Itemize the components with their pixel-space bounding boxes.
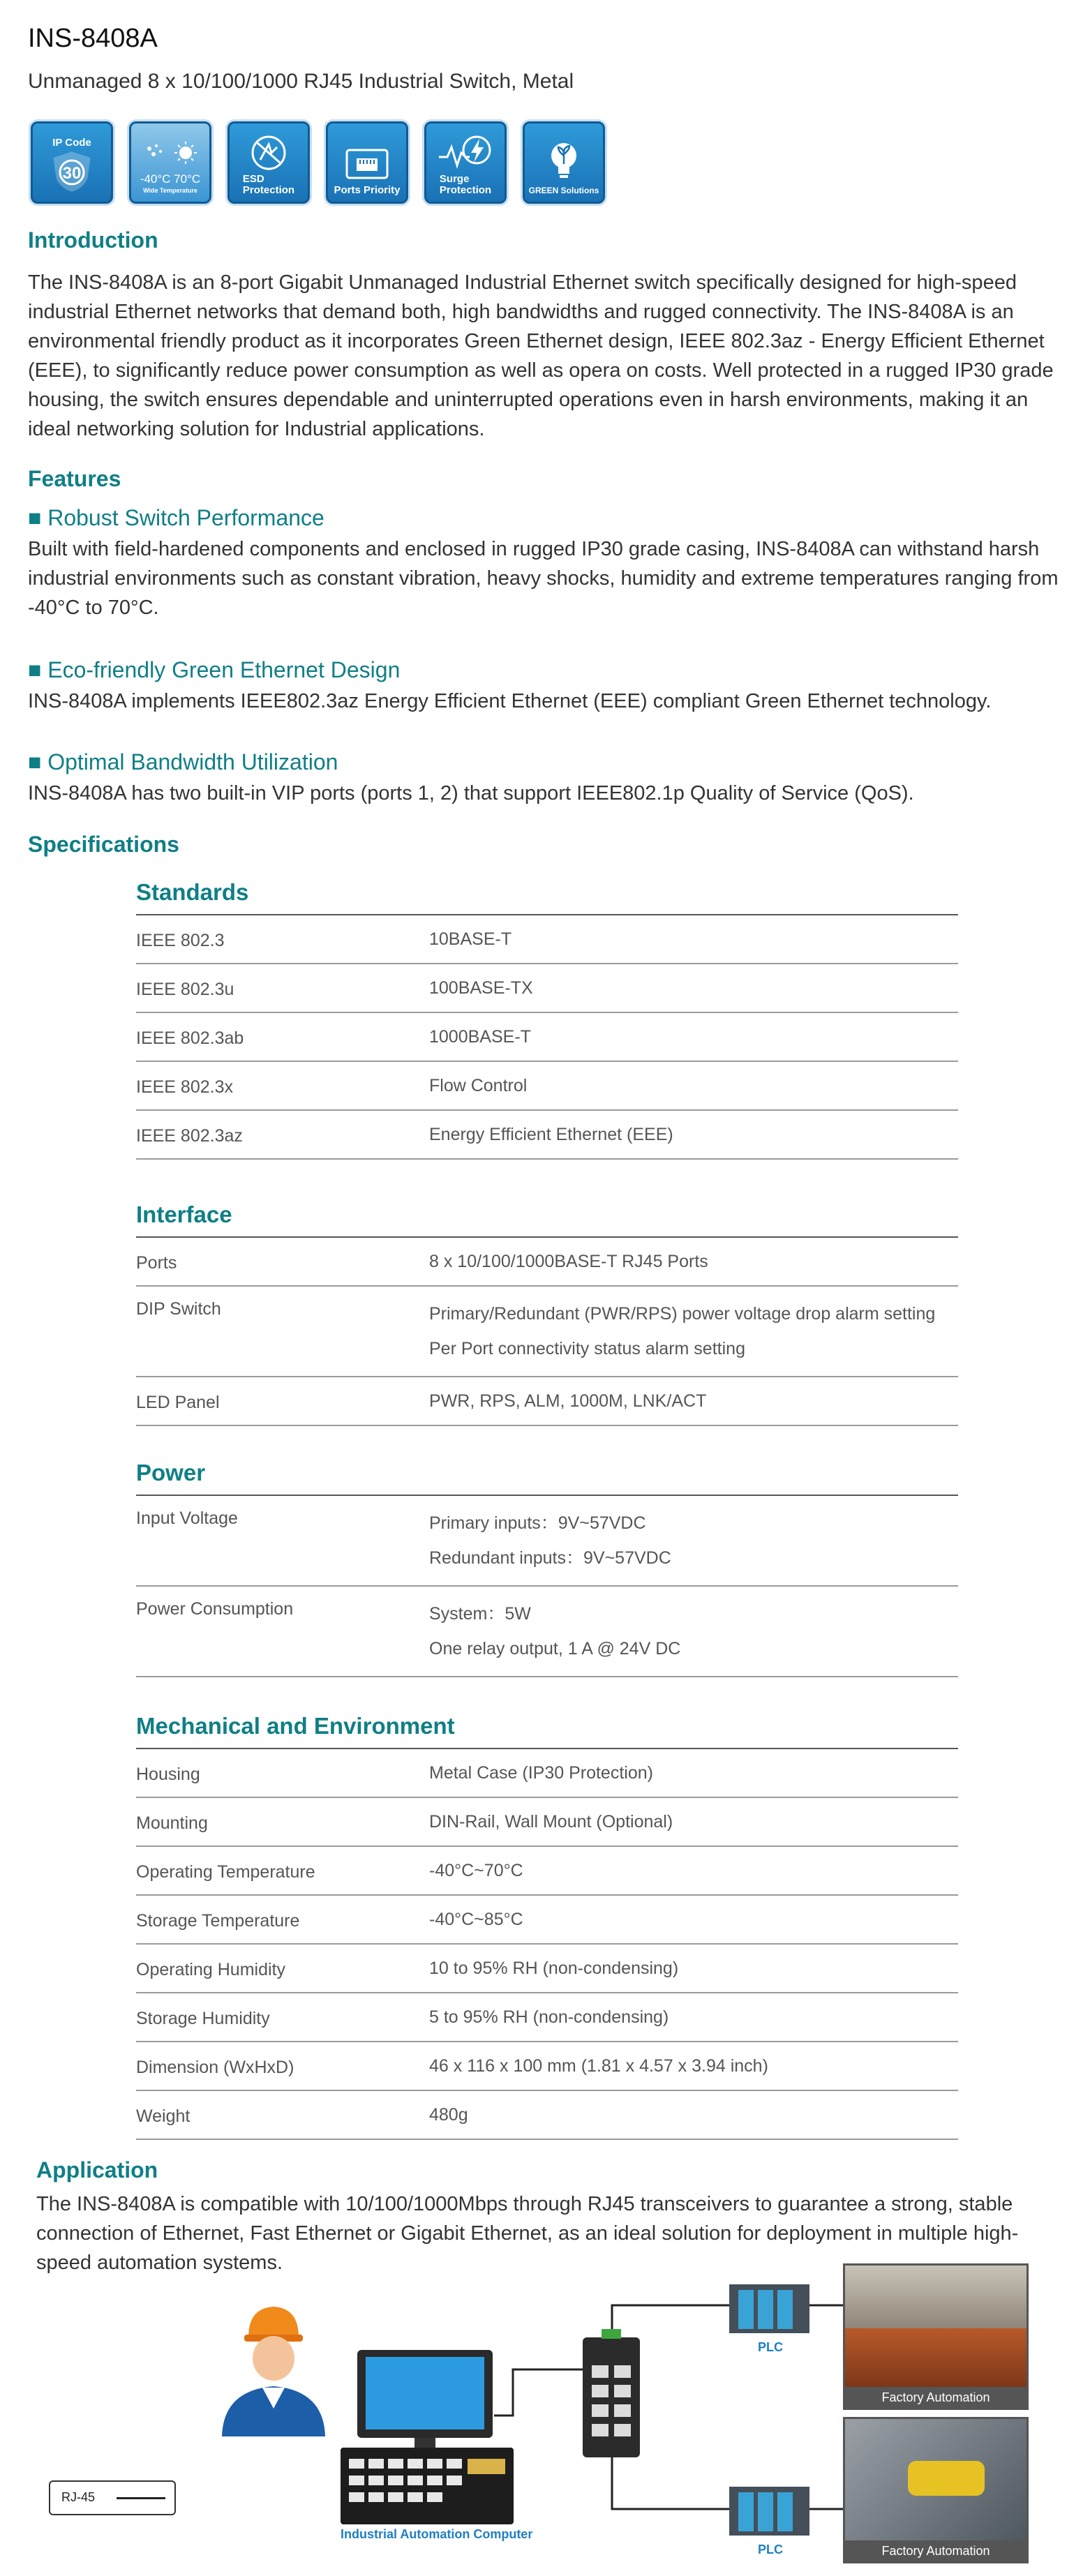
spec-row: [136, 1377, 958, 1426]
spec-value: Flow Control: [429, 1076, 528, 1095]
spec-value: 10 to 95% RH (non-condensing): [429, 1959, 679, 1978]
esd-protection-icon: [227, 121, 310, 204]
legend-line: [117, 2497, 165, 2499]
surge-label: Surge Protection: [439, 173, 492, 196]
photo-caption: Factory Automation: [845, 2387, 1026, 2408]
legend-label: RJ-45: [61, 2490, 96, 2504]
spec-value: -40°C~85°C: [429, 1910, 523, 1929]
green-label: GREEN Solutions: [528, 186, 599, 195]
green-solutions-icon: [523, 121, 605, 204]
spec-value: -40°C~70°C: [429, 1861, 523, 1880]
spec-value: System：5W: [429, 1604, 531, 1624]
spec-value: 100BASE-TX: [429, 978, 533, 998]
spec-row: [136, 1587, 958, 1677]
spec-row: [136, 1993, 958, 2042]
spec-key: IEEE 802.3ab: [136, 1028, 244, 1048]
photo-caption: Factory Automation: [845, 2540, 1026, 2561]
ip-code-label: IP Code: [52, 137, 91, 149]
feature-title-bandwidth: ■ Optimal Bandwidth Utilization: [28, 749, 338, 774]
spec-row: [136, 1062, 958, 1111]
application-heading: Application: [36, 2157, 158, 2182]
feature-body-robust: Built with field-hardened components and enclosed in rugged IP30 grade casing, INS-8408A can withstand harsh industrial environments such as constant vibration, heavy shocks, humidity and extreme temperatures ranging from -40°C to 70°C.: [28, 538, 1059, 619]
spec-key: LED Panel: [136, 1392, 220, 1412]
computer-icon: [341, 2350, 514, 2524]
network-links: [494, 2305, 843, 2509]
introduction-heading: Introduction: [28, 227, 158, 253]
spec-key: Ports: [136, 1252, 177, 1273]
spec-value: Primary/Redundant (PWR/RPS) power voltage drop alarm setting: [429, 1304, 936, 1324]
plc-label-top: PLC: [758, 2340, 783, 2354]
spec-value: DIN-Rail, Wall Mount (Optional): [429, 1812, 673, 1832]
spec-value: Primary inputs：9V~57VDC: [429, 1513, 646, 1533]
spec-key: Weight: [136, 2106, 191, 2126]
spec-key: Storage Humidity: [136, 2008, 270, 2028]
factory-photo-top: [843, 2263, 1029, 2410]
spec-value: 46 x 116 x 100 mm (1.81 x 4.57 x 3.94 inch): [429, 2056, 768, 2076]
spec-section-title: Interface: [136, 1193, 958, 1238]
spec-value: 1000BASE-T: [429, 1027, 531, 1047]
plc-label-bottom: PLC: [758, 2543, 783, 2556]
introduction-body: The INS-8408A is an 8-port Gigabit Unmanaged Industrial Ethernet switch specifically designed for high-speed industrial Ethernet networks that demand both, high bandwidths and rugged connectivity. The INS-8408A is an environmental friendly product as it incorporates Green Ethernet design, IEEE 802.3az - Energy Efficient Ethernet (EEE), to significantly reduce power consumption as well as opera on costs. Well protected in a rugged IP30 grade housing, the switch ensures dependable and uninterrupted operations even in harsh environments, making it an ideal networking solution for Industrial applications.: [28, 271, 1054, 440]
wide-temperature-icon: [129, 121, 211, 204]
specifications-heading: Specifications: [28, 832, 179, 857]
ports-priority-icon: [326, 121, 408, 204]
feature-body-eco: INS-8408A implements IEEE802.3az Energy Efficient Ethernet (EEE) compliant Green Ethernet technology.: [28, 690, 992, 712]
application-body: The INS-8408A is compatible with 10/100/1000Mbps through RJ45 transceivers to guarantee a strong, stable connection of Ethernet, Fast Ethernet or Gigabit Ethernet, as an ideal solution for deployment in multiple high-speed automation systems.: [36, 2193, 1019, 2274]
ip-code-value: 30: [62, 164, 82, 183]
spec-value: 10BASE-T: [429, 929, 512, 949]
spec-key: IEEE 802.3: [136, 930, 225, 950]
spec-row: [136, 1798, 958, 1847]
spec-standards: [136, 871, 958, 1160]
computer-label: Industrial Automation Computer: [341, 2527, 533, 2541]
spec-value: 8 x 10/100/1000BASE-T RJ45 Ports: [429, 1252, 708, 1271]
factory-photo-bottom: [843, 2417, 1029, 2563]
wide-temp-label: Wide Temperature: [143, 187, 197, 194]
rj45-legend: [49, 2480, 176, 2515]
spec-row: [136, 1749, 958, 1798]
features-heading: Features: [28, 466, 121, 491]
spec-row: [136, 1287, 958, 1377]
feature-title-eco: ■ Eco-friendly Green Ethernet Design: [28, 657, 401, 682]
spec-key: Input Voltage: [136, 1508, 238, 1528]
spec-key: DIP Switch: [136, 1299, 221, 1319]
spec-row: [136, 1847, 958, 1896]
spec-row: [136, 1896, 958, 1945]
feature-body-bandwidth: INS-8408A has two built-in VIP ports (ports 1, 2) that support IEEE802.1p Quality of Service (QoS).: [28, 782, 914, 804]
spec-key: Housing: [136, 1764, 200, 1784]
feature-title-robust: ■ Robust Switch Performance: [28, 505, 324, 530]
spec-section-title: Power: [136, 1451, 958, 1496]
spec-row: [136, 1013, 958, 1062]
spec-key: IEEE 802.3az: [136, 1125, 243, 1146]
spec-value: One relay output, 1 A @ 24V DC: [429, 1639, 681, 1658]
spec-key: Operating Humidity: [136, 1959, 285, 1979]
spec-section-title: Mechanical and Environment: [136, 1705, 958, 1749]
spec-value: 5 to 95% RH (non-condensing): [429, 2007, 669, 2027]
spec-section-title: Standards: [136, 871, 958, 915]
spec-row: [136, 1945, 958, 1993]
spec-key: IEEE 802.3u: [136, 979, 234, 999]
spec-value: Redundant inputs：9V~57VDC: [429, 1548, 671, 1568]
spec-row: [136, 964, 958, 1013]
spec-value: PWR, RPS, ALM, 1000M, LNK/ACT: [429, 1391, 707, 1411]
plc-icon-bottom: [729, 2487, 809, 2536]
surge-protection-icon: [424, 121, 507, 204]
spec-value: 480g: [429, 2105, 468, 2125]
spec-key: Operating Temperature: [136, 1862, 315, 1882]
spec-key: Storage Temperature: [136, 1910, 300, 1931]
plc-icon-top: [729, 2284, 809, 2333]
spec-row: [136, 915, 958, 964]
spec-interface: [136, 1193, 958, 1426]
feature-icon-row: [31, 121, 605, 204]
esd-label: ESD Protection: [242, 173, 295, 196]
ports-priority-label: Ports Priority: [334, 184, 401, 196]
spec-row: [136, 1496, 958, 1587]
switch-icon: [583, 2329, 640, 2457]
worker-icon: [222, 2307, 325, 2436]
product-subtitle: Unmanaged 8 x 10/100/1000 RJ45 Industrial Switch, Metal: [28, 70, 574, 93]
product-title: INS-8408A: [28, 24, 158, 53]
spec-key: Dimension (WxHxD): [136, 2057, 294, 2077]
spec-row: [136, 1111, 958, 1160]
spec-row: [136, 2042, 958, 2091]
ip30-shield-icon: [31, 121, 113, 204]
spec-row: [136, 2091, 958, 2140]
spec-power: [136, 1451, 958, 1677]
spec-value: Energy Efficient Ethernet (EEE): [429, 1125, 673, 1144]
spec-key: IEEE 802.3x: [136, 1077, 233, 1097]
spec-row: [136, 1238, 958, 1287]
spec-key: Mounting: [136, 1813, 208, 1833]
spec-value: Metal Case (IP30 Protection): [429, 1763, 653, 1783]
spec-mechanical: [136, 1705, 958, 2140]
temp-range-label: -40°C 70°C: [140, 172, 201, 186]
spec-value: Per Port connectivity status alarm setting: [429, 1339, 745, 1358]
spec-key: Power Consumption: [136, 1599, 294, 1619]
